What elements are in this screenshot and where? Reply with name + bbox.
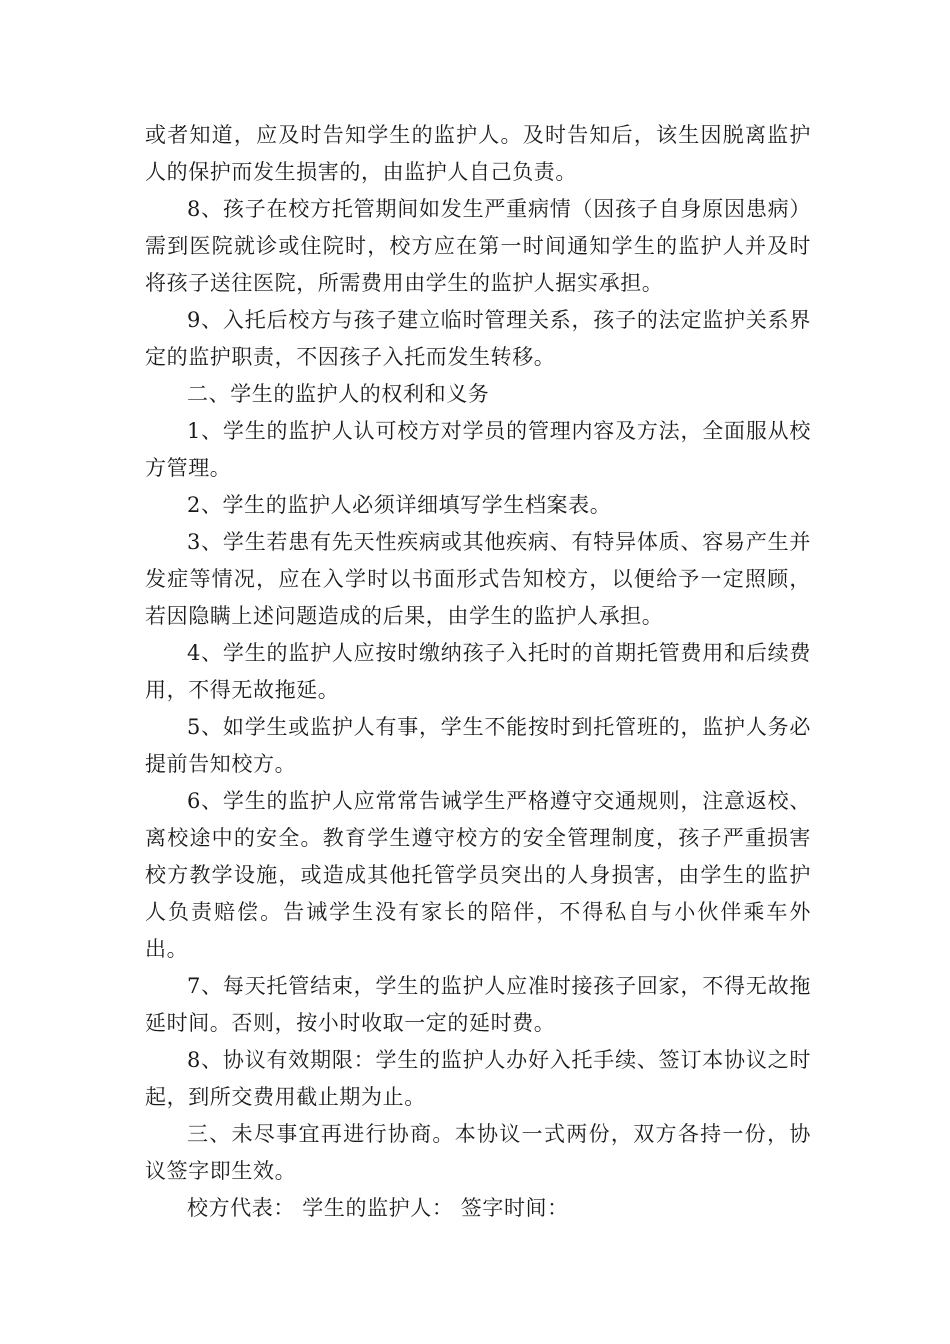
section-heading-3: 三、未尽事宜再进行协商。本协议一式两份，双方各持一份，协议签字即生效。 — [145, 1122, 811, 1183]
section-heading-2: 二、学生的监护人的权利和义务 — [187, 382, 490, 406]
paragraph-8: 4、学生的监护人应按时缴纳孩子入托时的首期托管费用和后续费用，不得无故拖延。 — [145, 641, 811, 702]
paragraph-10: 6、学生的监护人应常常告诫学生严格遵守交通规则，注意返校、离校途中的安全。教育学生遵守校方的安全管理制度，孩子严重损害校方教学设施，或造成其他托管学员突出的人身损害，由学生的监护人负责赔偿。告诫学生没有家长的陪伴，不得私自与小伙伴乘车外出。 — [145, 789, 811, 961]
paragraph-3: 9、入托后校方与孩子建立临时管理关系，孩子的法定监护关系界定的监护职责，不因孩子入托而发生转移。 — [145, 308, 811, 369]
paragraph-12: 8、协议有效期限：学生的监护人办好入托手续、签订本协议之时起，到所交费用截止期为止。 — [145, 1048, 811, 1109]
paragraph-1: 或者知道，应及时告知学生的监护人。及时告知后，该生因脱离监护人的保护而发生损害的，由监护人自己负责。 — [145, 123, 811, 184]
paragraph-6: 2、学生的监护人必须详细填写学生档案表。 — [187, 493, 612, 517]
document-body — [145, 117, 811, 1227]
paragraph-9: 5、如学生或监护人有事，学生不能按时到托管班的，监护人务必提前告知校方。 — [145, 715, 811, 776]
signature-line: 校方代表： 学生的监护人： 签字时间： — [187, 1196, 569, 1220]
paragraph-11: 7、每天托管结束，学生的监护人应准时接孩子回家，不得无故拖延时间。否则，按小时收取一定的延时费。 — [145, 974, 811, 1035]
paragraph-5: 1、学生的监护人认可校方对学员的管理内容及方法，全面服从校方管理。 — [145, 419, 811, 480]
paragraph-2: 8、孩子在校方托管期间如发生严重病情（因孩子自身原因患病）需到医院就诊或住院时，校方应在第一时间通知学生的监护人并及时将孩子送往医院，所需费用由学生的监护人据实承担。 — [145, 197, 811, 295]
paragraph-7: 3、学生若患有先天性疾病或其他疾病、有特异体质、容易产生并发症等情况，应在入学时以书面形式告知校方，以便给予一定照顾，若因隐瞒上述问题造成的后果，由学生的监护人承担。 — [145, 530, 811, 628]
